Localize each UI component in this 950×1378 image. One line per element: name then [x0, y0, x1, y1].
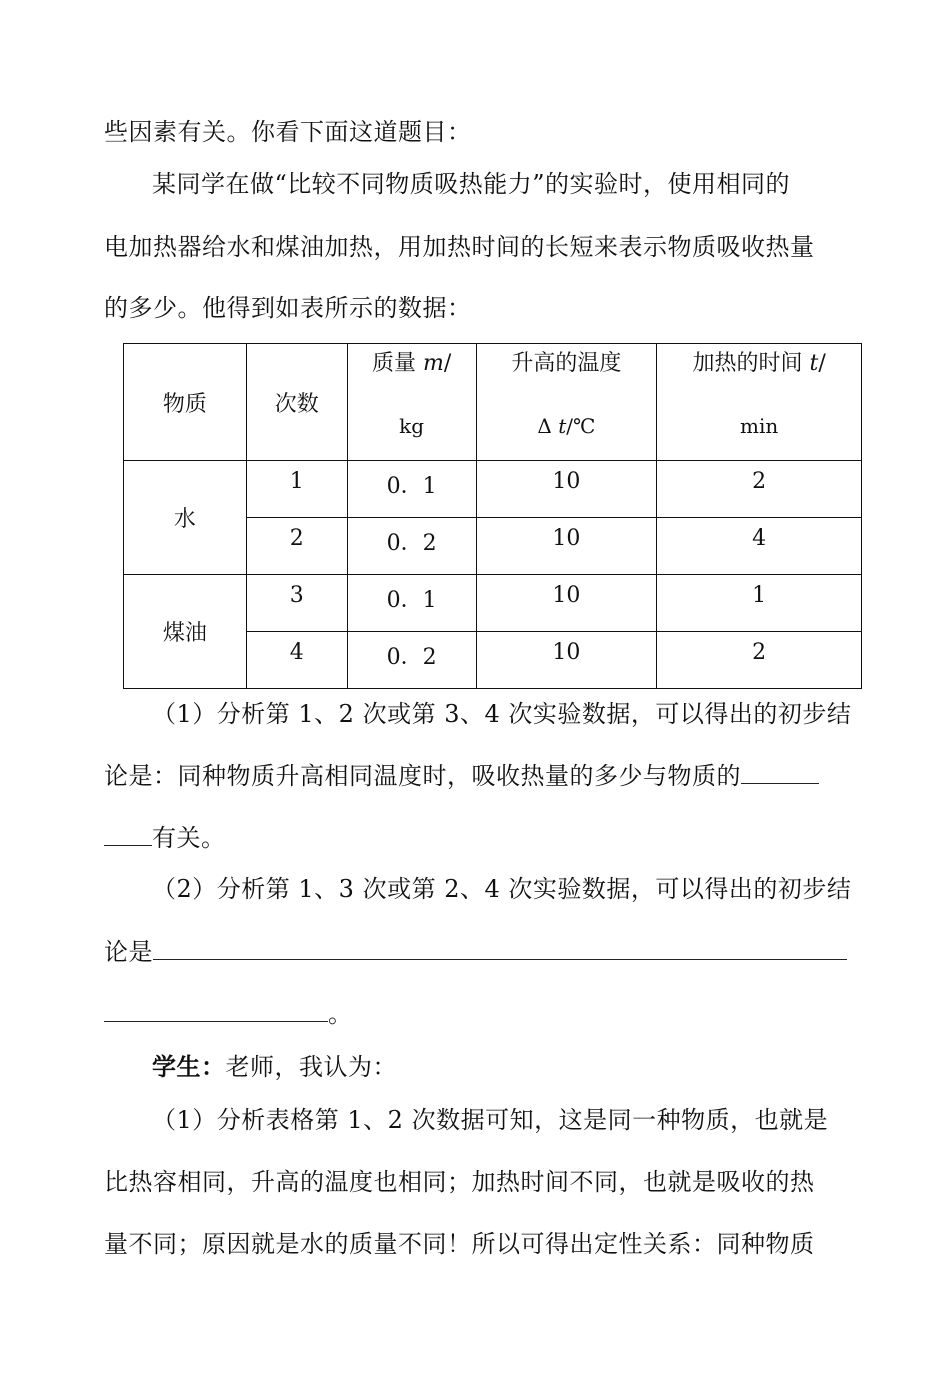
cell-time: 4: [657, 518, 862, 575]
answer-blank[interactable]: [153, 937, 847, 960]
cell-trial: 2: [246, 518, 347, 575]
header-time: [657, 344, 862, 461]
question-line: [104, 761, 819, 791]
header-mass-line1: 质量 m/: [371, 351, 452, 376]
header-trial: 次数: [246, 344, 347, 461]
cell-mass: 0．1: [347, 461, 476, 518]
header-time-line1: 加热的时间 t/: [692, 351, 826, 376]
cell-time: 2: [657, 461, 862, 518]
cell-trial: 1: [246, 461, 347, 518]
cell-temp: 10: [476, 461, 657, 518]
question-line: [104, 999, 353, 1029]
answer-blank[interactable]: [104, 999, 328, 1022]
header-time-line2: min: [740, 414, 779, 438]
header-substance: 物质: [124, 344, 247, 461]
student-answer-line: 比热容相同，升高的温度也相同；加热时间不同，也就是吸收的热: [104, 1168, 815, 1196]
answer-blank[interactable]: [741, 761, 819, 784]
question-line: [104, 937, 847, 967]
student-answer-line: （1）分析表格第 1、2 次数据可知，这是同一种物质，也就是: [152, 1106, 829, 1134]
question-text: 有关。: [152, 824, 226, 852]
student-line: [152, 1052, 397, 1082]
answer-blank[interactable]: [104, 823, 152, 846]
paragraph-line: 某同学在做“比较不同物质吸热能力”的实验时，使用相同的: [152, 170, 791, 198]
question-text: 论是：同种物质升高相同温度时，吸收热量的多少与物质的: [104, 762, 741, 790]
header-mass: [347, 344, 476, 461]
cell-trial: 3: [246, 575, 347, 632]
question-line: （1）分析第 1、2 次或第 3、4 次实验数据，可以得出的初步结: [152, 700, 852, 728]
paragraph-line: 些因素有关。你看下面这道题目：: [104, 118, 472, 146]
cell-time: 1: [657, 575, 862, 632]
table-row: [124, 575, 862, 632]
cell-mass: 0．2: [347, 518, 476, 575]
header-temp-line1: 升高的温度: [511, 351, 622, 376]
cell-trial: 4: [246, 632, 347, 689]
question-text: 论是: [104, 938, 153, 966]
header-temp-line2: Δ t/℃: [537, 414, 596, 438]
cell-mass: 0．2: [347, 632, 476, 689]
question-line: （2）分析第 1、3 次或第 2、4 次实验数据，可以得出的初步结: [152, 875, 852, 903]
cell-substance: 水: [124, 461, 247, 575]
cell-temp: 10: [476, 575, 657, 632]
question-text: 。: [328, 1000, 353, 1028]
cell-temp: 10: [476, 632, 657, 689]
paragraph-line: 的多少。他得到如表所示的数据：: [104, 294, 472, 322]
cell-mass: 0．1: [347, 575, 476, 632]
cell-temp: 10: [476, 518, 657, 575]
student-intro: 老师，我认为：: [225, 1053, 397, 1081]
cell-time: 2: [657, 632, 862, 689]
table-row: [124, 461, 862, 518]
student-answer-line: 量不同；原因就是水的质量不同！所以可得出定性关系：同种物质: [104, 1230, 815, 1258]
data-table: [123, 343, 862, 689]
table-header-row: [124, 344, 862, 461]
header-mass-line2: kg: [399, 414, 425, 438]
question-line: [104, 823, 226, 853]
student-label: 学生：: [152, 1052, 226, 1081]
paragraph-line: 电加热器给水和煤油加热，用加热时间的长短来表示物质吸收热量: [104, 233, 815, 261]
header-temp: [476, 344, 657, 461]
cell-substance: 煤油: [124, 575, 247, 689]
